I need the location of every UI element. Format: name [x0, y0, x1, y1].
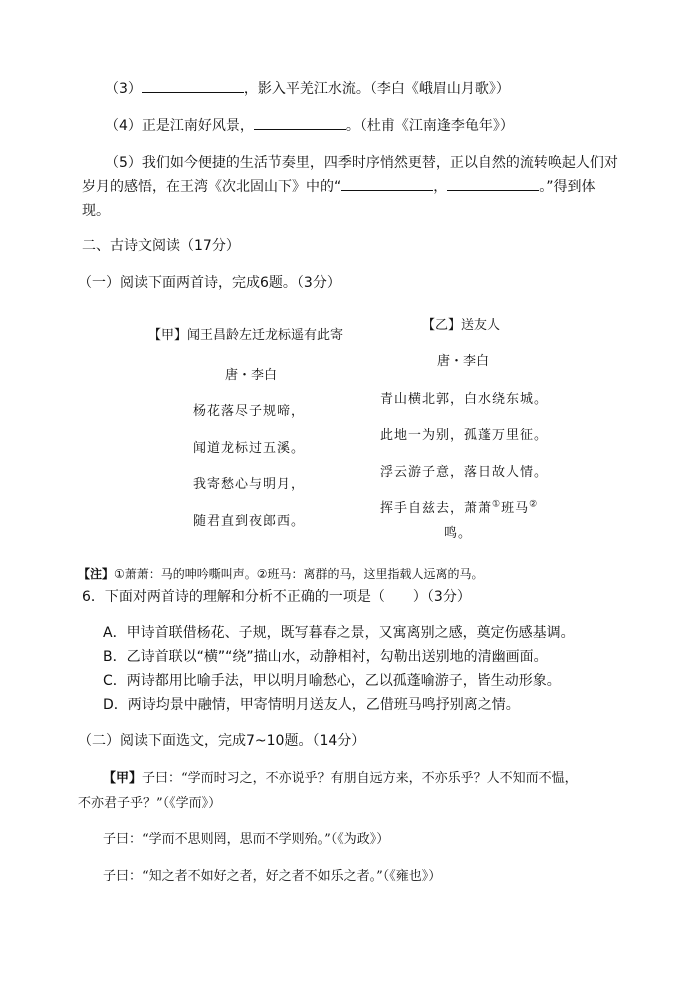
part2-intro: （二）阅读下面选文，完成7~10题。（14分） — [78, 733, 366, 749]
poem-jia-line: 闻道龙标过五溪。 — [193, 441, 306, 456]
question-number: （4） — [105, 118, 142, 134]
question-4 — [105, 115, 514, 135]
question-5-line1 — [105, 152, 618, 172]
passage-text: 子曰：“学而时习之，不亦说乎？有朋自远方来，不亦乐乎？人不知而不愠， — [142, 771, 578, 786]
question-text: 我们如今便捷的生活节奏里，四季时序悄然更替，正以自然的流转唤起人们对 — [141, 155, 618, 171]
question-text: ，影入平羌江水流。（李白《峨眉山月歌》） — [243, 81, 510, 97]
poem-yi-line-wrap: 鸣。 — [444, 526, 473, 541]
passage-label: 【甲】 — [103, 771, 143, 786]
question-number: （3） — [105, 81, 142, 97]
analects-jia-line2: 不亦君子乎？”（《学而》） — [78, 796, 222, 811]
answer-blank[interactable] — [254, 115, 346, 130]
part1-intro: （一）阅读下面两首诗，完成6题。（3分） — [78, 275, 341, 291]
question-text: ， — [433, 179, 448, 195]
option-b[interactable]: B．乙诗首联以“横”“绕”描山水，动静相衬，勾勒出送别地的清幽画面。 — [103, 649, 548, 665]
annotation-text: ①萧萧：马的呻吟嘶叫声。②班马：离群的马，这里指载人远离的马。 — [114, 567, 484, 581]
question-number: （5） — [105, 155, 142, 171]
option-a[interactable]: A．甲诗首联借杨花、子规，既写暮春之景，又寓离别之感，奠定伤感基调。 — [103, 625, 575, 641]
poem-jia-line: 随君直到夜郎西。 — [193, 514, 306, 529]
section-heading: 二、古诗文阅读（17分） — [82, 238, 240, 254]
answer-blank[interactable] — [341, 176, 433, 191]
question-text: 。”得到体 — [539, 179, 596, 195]
option-c[interactable]: C．两诗都用比喻手法，甲以明月喻愁心，乙以孤蓬喻游子，皆生动形象。 — [103, 673, 561, 689]
annotation — [78, 565, 484, 582]
question-text: 现。 — [82, 203, 110, 219]
poem-jia-line: 杨花落尽子规啼， — [193, 404, 306, 419]
question-3 — [105, 78, 510, 98]
answer-blank[interactable] — [447, 176, 539, 191]
question-5-line2 — [82, 176, 596, 196]
annotation-label: 【注】 — [78, 567, 115, 581]
question-6-stem: 6．下面对两首诗的理解和分析不正确的一项是（ ）（3分） — [82, 589, 471, 605]
footnote-marker: ① — [492, 499, 502, 510]
analects-jia-line1 — [103, 767, 578, 786]
poem-yi-line: 此地一为别，孤蓬万里征。 — [380, 428, 549, 443]
question-suffix: 。（杜甫《江南逢李龟年》） — [345, 118, 514, 134]
option-d[interactable]: D．两诗均景中融情，甲寄情明月送友人，乙借班马鸣抒别离之情。 — [103, 697, 520, 713]
analects-quote-2: 子曰：“学而不思则罔，思而不学则殆。”（《为政》） — [103, 832, 390, 847]
poem-yi-line: 浮云游子意，落日故人情。 — [380, 465, 549, 480]
footnote-marker: ② — [529, 499, 539, 510]
question-text: 岁月的感悟，在王湾《次北固山下》中的“ — [82, 179, 342, 195]
poem-jia-title: 【甲】闻王昌龄左迁龙标遥有此寄 — [148, 328, 344, 343]
poem-text: 挥手自兹去，萧萧 — [380, 501, 493, 516]
answer-blank[interactable] — [142, 78, 244, 93]
poem-text: 班马 — [501, 501, 530, 516]
question-prefix: 正是江南好风景， — [141, 118, 254, 134]
poem-yi-author: 唐・李白 — [437, 354, 490, 369]
analects-quote-3: 子曰：“知之者不如好之者，好之者不如乐之者。”（《雍也》） — [103, 869, 442, 884]
poem-yi-line — [380, 497, 538, 516]
poem-yi-title: 【乙】送友人 — [422, 318, 501, 333]
poem-yi-line: 青山横北郭，白水绕东城。 — [380, 392, 549, 407]
poem-jia-author: 唐・李白 — [225, 368, 278, 383]
poem-jia-line: 我寄愁心与明月， — [193, 477, 306, 492]
question-5-line3 — [82, 200, 110, 220]
